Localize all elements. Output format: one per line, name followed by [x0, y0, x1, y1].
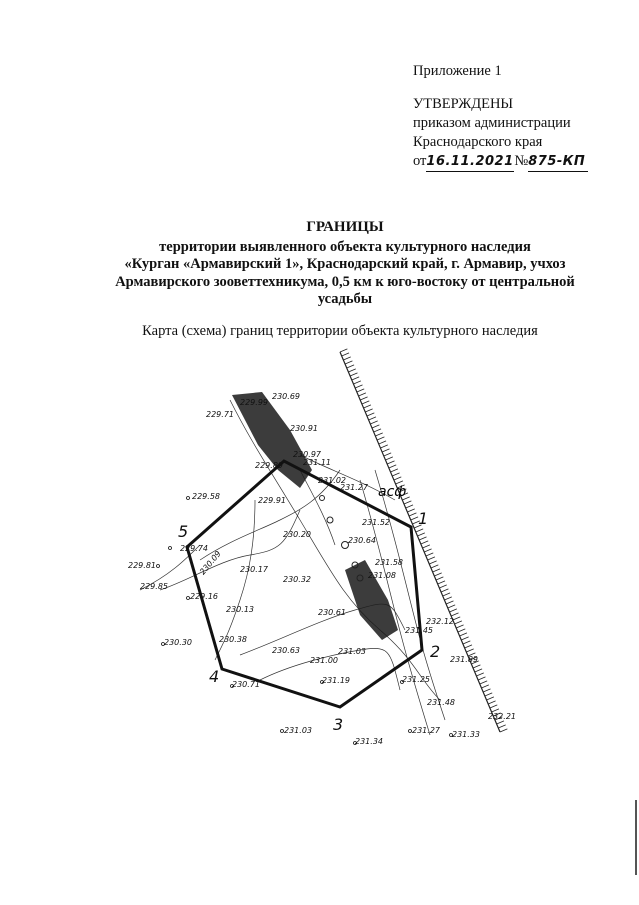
title-line3: Армавирского зооветтехникума, 0,5 км к юго-востоку от центральной: [115, 273, 575, 290]
spot-height: 230.30: [164, 638, 192, 647]
title-main: ГРАНИЦЫ: [306, 219, 384, 235]
title-line4: усадьбы: [317, 291, 373, 307]
spot-height: 229.91: [258, 496, 286, 505]
appendix-label: Приложение 1: [413, 63, 502, 79]
number-label: №: [514, 153, 529, 169]
spot-height: 230.20: [283, 530, 311, 539]
spot-height: 230.09: [197, 549, 223, 577]
spot-height: 230.61: [318, 608, 346, 617]
spot-height: 229.16: [190, 592, 218, 601]
spot-height: 229.99: [240, 398, 268, 407]
spot-height: 230.38: [219, 635, 247, 644]
spot-height: 229.85: [140, 582, 168, 591]
spot-height: 229.58: [192, 492, 220, 501]
spot-height: 231.33: [452, 730, 480, 739]
spot-height: 231.27: [340, 483, 368, 492]
spot-height: 229.74: [180, 544, 208, 553]
spot-height: 230.97: [293, 450, 321, 459]
spot-height: 231.34: [355, 737, 383, 746]
vertex-label-3: 3: [333, 715, 344, 734]
approved-label: УТВЕРЖДЕНЫ: [413, 96, 514, 112]
approved-by-line2: Краснодарского края: [413, 134, 543, 150]
spot-height: 229.89: [255, 461, 283, 470]
spot-height: 229.81: [128, 561, 156, 570]
from-label: от: [413, 153, 427, 169]
spot-height: 231.08: [368, 571, 396, 580]
title-line2: «Курган «Армавирский 1», Краснодарский край, г. Армавир, учхоз: [124, 256, 566, 272]
spot-height: 231.02: [318, 476, 346, 485]
vertex-label-4: 4: [209, 667, 220, 686]
spot-heights: [128, 392, 516, 746]
spot-height: 231.11: [303, 458, 331, 467]
approval-number: 875-КП: [528, 152, 588, 172]
spot-height: 230.63: [272, 646, 300, 655]
spot-height: 230.69: [272, 392, 300, 401]
spot-height: 230.64: [348, 536, 376, 545]
spot-height: 231.03: [284, 726, 312, 735]
spot-height: 230.71: [232, 680, 260, 689]
spot-height: 231.03: [338, 647, 366, 656]
spot-height: 232.21: [488, 712, 516, 721]
approved-by-line1: приказом администрации: [413, 115, 571, 131]
spot-height: 230.32: [283, 575, 311, 584]
vertex-label-1: 1: [418, 509, 429, 528]
spot-height: 232.12: [426, 617, 454, 626]
spot-height: 230.91: [290, 424, 318, 433]
scan-edge-mark: [635, 800, 637, 875]
spot-height: 231.89: [450, 655, 478, 664]
vertex-label-5: 5: [178, 522, 189, 541]
title-line1: территории выявленного объекта культурного наследия: [159, 238, 531, 255]
spot-height: 231.27: [412, 726, 440, 735]
spot-height: 231.45: [405, 626, 433, 635]
spot-height: 231.25: [402, 675, 430, 684]
spot-height: 231.48: [427, 698, 455, 707]
spot-height: 231.19: [322, 676, 350, 685]
vertex-label-2: 2: [430, 642, 441, 661]
spot-height: 231.52: [362, 518, 390, 527]
road-label: асф: [378, 484, 407, 500]
approval-date: 16.11.2021: [426, 152, 514, 172]
map-caption: Карта (схема) границ территории объекта культурного наследия: [142, 323, 538, 339]
spot-height: 229.71: [206, 410, 234, 419]
spot-height: 230.13: [226, 605, 254, 614]
spot-height: 231.58: [375, 558, 403, 567]
spot-height: 230.17: [240, 565, 268, 574]
spot-height: 231.00: [310, 656, 338, 665]
